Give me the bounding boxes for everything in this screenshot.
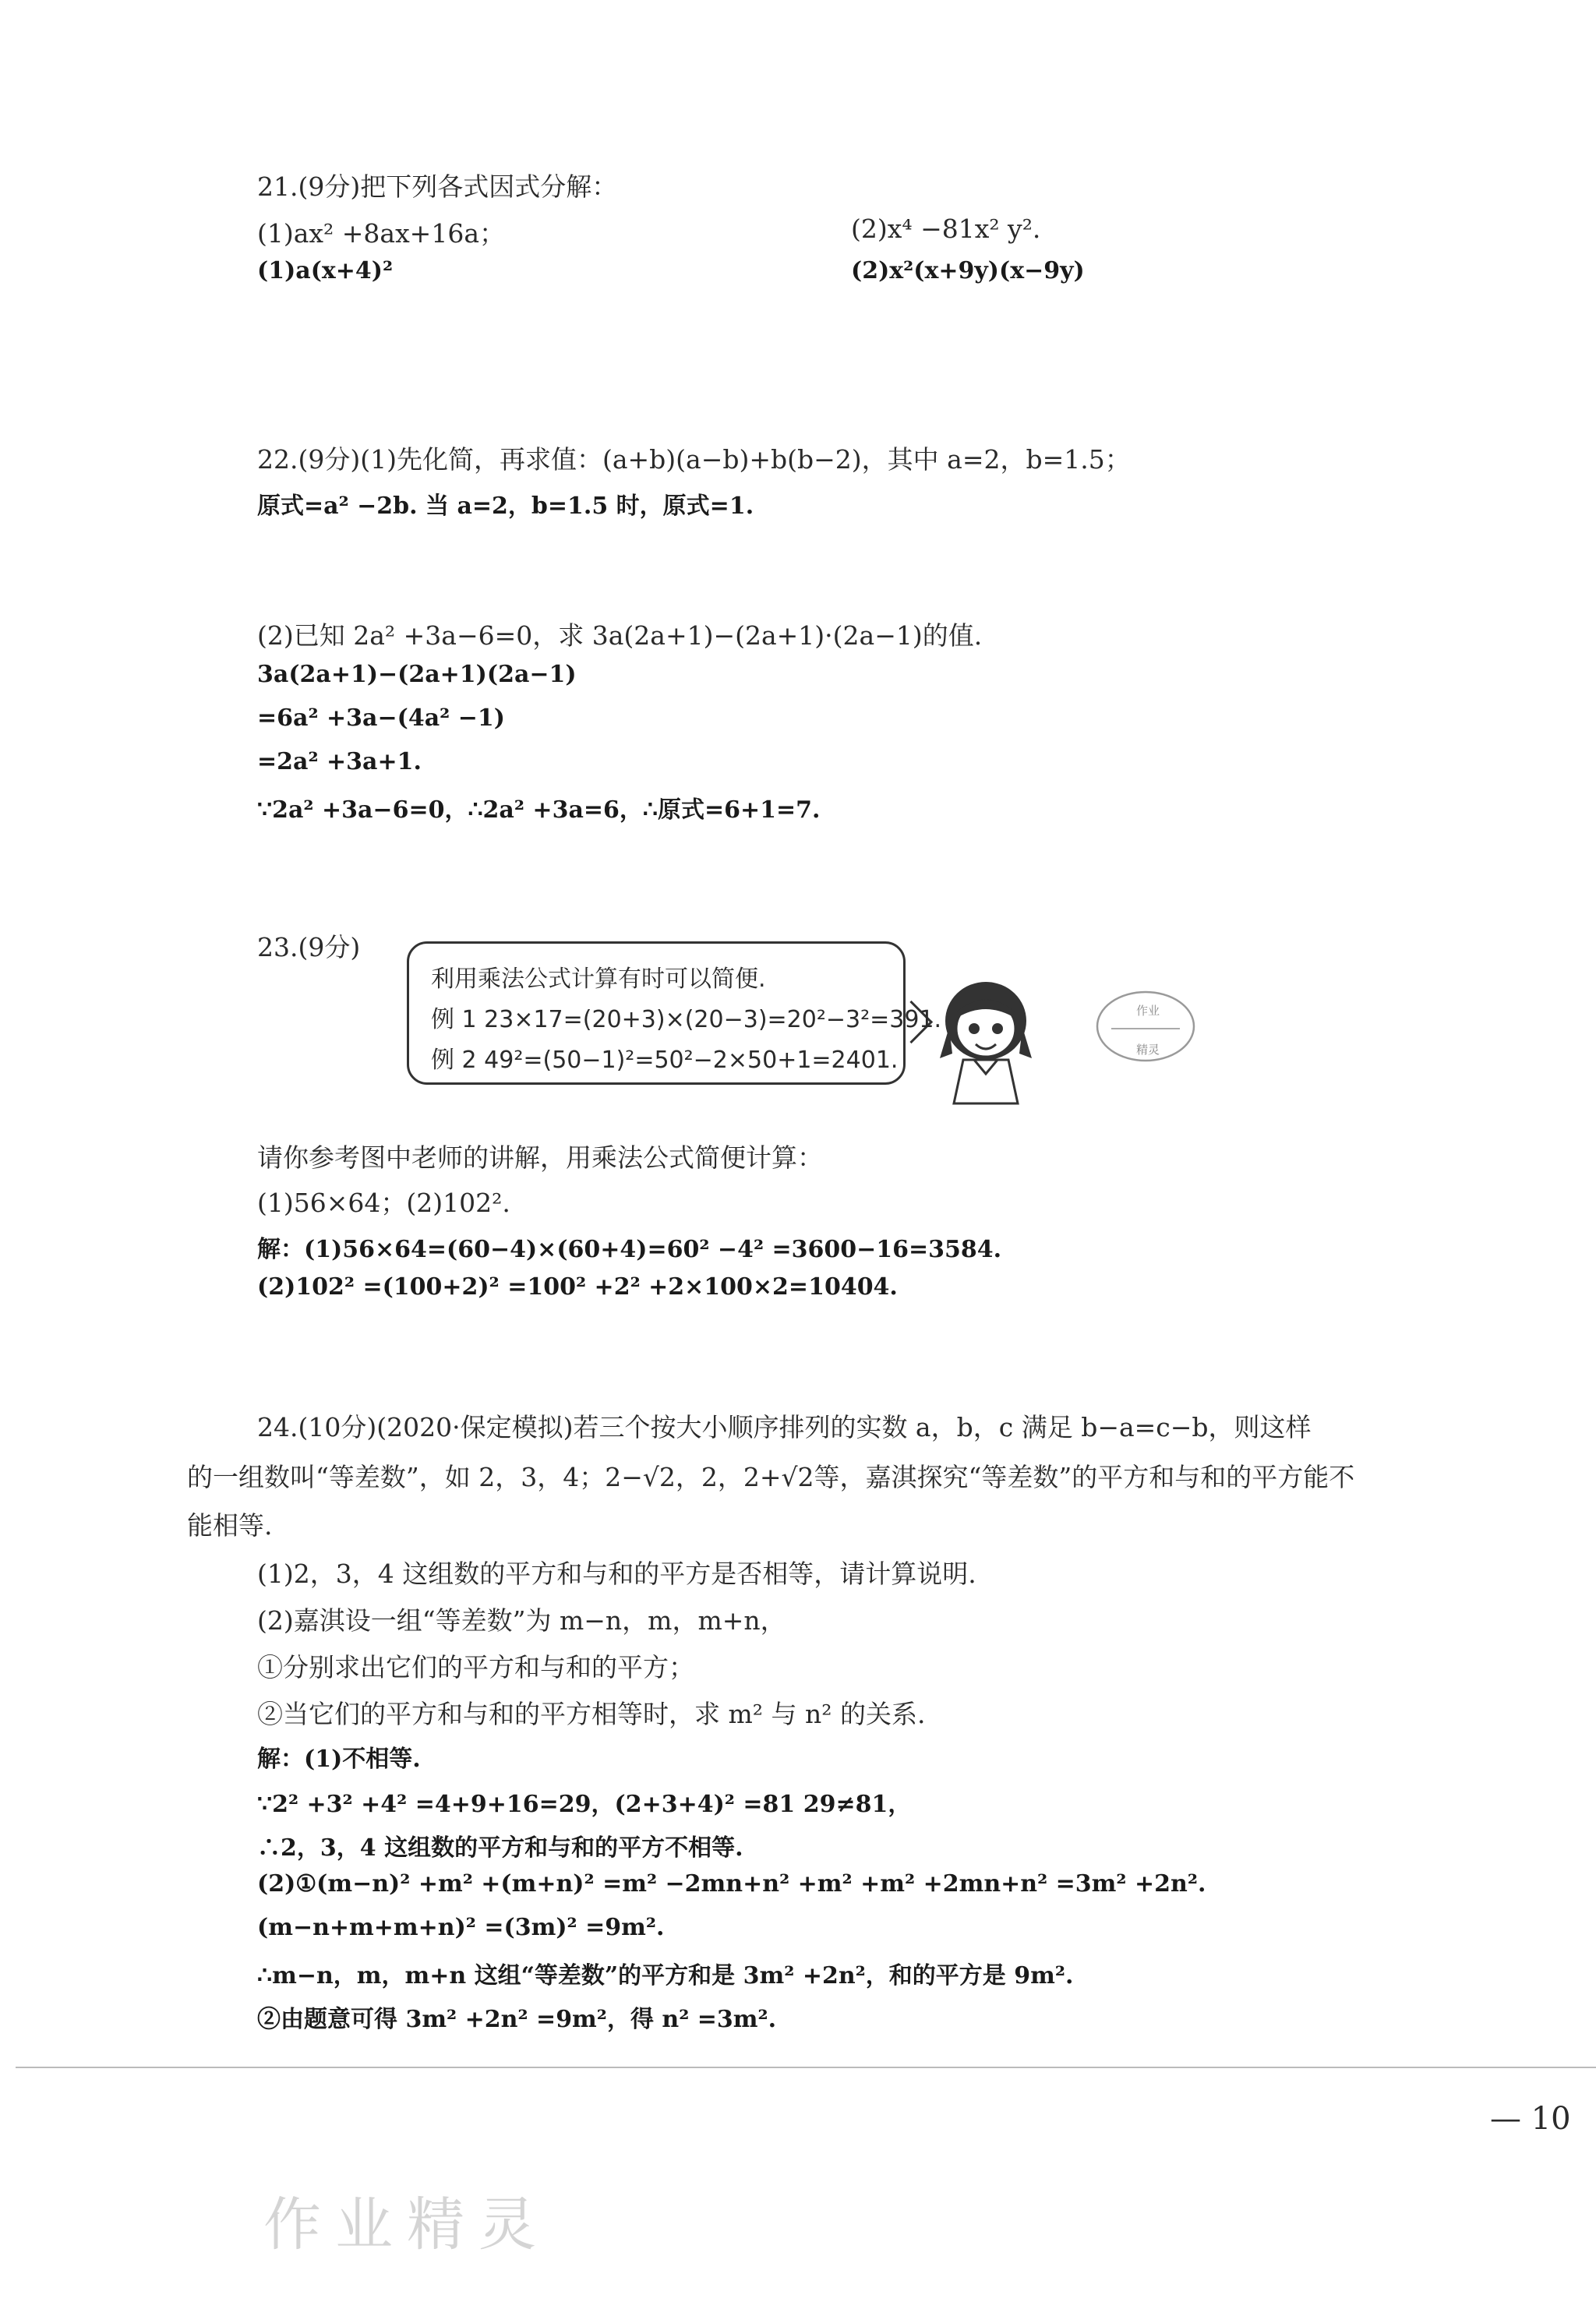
q21-answer1: (1)a(x+4)² <box>257 257 394 284</box>
footer-divider <box>16 2067 1596 2068</box>
q24-line3: 能相等. <box>187 1510 273 1541</box>
q24-line1: 24.(10分)(2020·保定模拟)若三个按大小顺序排列的实数 a，b，c 满足 b−a=c−b，则这样 <box>257 1412 1312 1442</box>
q23-parts: (1)56×64；(2)102². <box>257 1188 510 1218</box>
bubble-line-3: 例 2 49²=(50−1)²=50²−2×50+1=2401. <box>431 1047 899 1074</box>
q24-answer2: ∵2² +3² +4² =4+9+16=29，(2+3+4)² =81 29≠81， <box>257 1791 912 1818</box>
bubble-line-1: 利用乘法公式计算有时可以简便. <box>431 966 766 993</box>
teacher-girl-illustration <box>935 973 1036 1105</box>
q24-answer3: ∴2，3，4 这组数的平方和与和的平方不相等. <box>257 1834 743 1862</box>
bubble-line-2: 例 1 23×17=(20+3)×(20−3)=20²−3²=391. <box>431 1006 942 1033</box>
speech-bubble <box>407 941 942 1085</box>
q24-answer6: ∴m−n，m，m+n 这组“等差数”的平方和是 3m² +2n²，和的平方是 9m². <box>257 1962 1074 1989</box>
q22-step4: ∵2a² +3a−6=0，∴2a² +3a=6，∴原式=6+1=7. <box>257 796 821 824</box>
q23-answer1: 解：(1)56×64=(60−4)×(60+4)=60² −4² =3600−16=3584. <box>257 1236 1002 1263</box>
seal-top-text: 作业 <box>1136 1004 1160 1018</box>
brand-seal-logo <box>1091 983 1200 1069</box>
q22-step1: 3a(2a+1)−(2a+1)(2a−1) <box>257 661 577 688</box>
seal-bottom-text: 精灵 <box>1136 1043 1160 1057</box>
q21-title: 21.(9分)把下列各式因式分解： <box>257 171 618 202</box>
q21-part2: (2)x⁴ −81x² y². <box>851 214 1041 244</box>
q24-answer5: (m−n+m+m+n)² =(3m)² =9m². <box>257 1914 665 1941</box>
q24-part2a: ①分别求出它们的平方和与和的平方； <box>257 1652 694 1682</box>
q24-part2b: ②当它们的平方和与和的平方相等时，求 m² 与 n² 的关系. <box>257 1699 926 1729</box>
seal-icon <box>1091 983 1200 1069</box>
q24-part1: (1)2，3，4 这组数的平方和与和的平方是否相等，请计算说明. <box>257 1559 976 1589</box>
q23-prompt: 请你参考图中老师的讲解，用乘法公式简便计算： <box>257 1142 823 1173</box>
q22-part2: (2)已知 2a² +3a−6=0，求 3a(2a+1)−(2a+1)·(2a−1)的值. <box>257 620 983 651</box>
q24-answer7: ②由题意可得 3m² +2n² =9m²，得 n² =3m². <box>257 2006 777 2033</box>
page-number: — 10 <box>1490 2101 1571 2137</box>
watermark: 作业精灵 <box>263 2191 550 2258</box>
q24-line2: 的一组数叫“等差数”，如 2，3，4；2−√2，2，2+√2等，嘉淇探究“等差数”的平方和与和的平方能不 <box>187 1462 1355 1492</box>
q22-answer1: 原式=a² −2b. 当 a=2，b=1.5 时，原式=1. <box>257 493 754 520</box>
q24-answer4: (2)①(m−n)² +m² +(m+n)² =m² −2mn+n² +m² +m² +2mn+n² =3m² +2n². <box>257 1870 1206 1898</box>
q22-step3: =2a² +3a+1. <box>257 748 422 775</box>
q22-step2: =6a² +3a−(4a² −1) <box>257 704 505 732</box>
q22-part1: 22.(9分)(1)先化简，再求值：(a+b)(a−b)+b(b−2)，其中 a=2，b=1.5； <box>257 444 1131 475</box>
q24-answer1: 解：(1)不相等. <box>257 1746 421 1773</box>
q23-title: 23.(9分) <box>257 932 361 962</box>
q21-answer2: (2)x²(x+9y)(x−9y) <box>851 257 1085 284</box>
q23-answer2: (2)102² =(100+2)² =100² +2² +2×100×2=10404. <box>257 1273 898 1301</box>
q24-part2: (2)嘉淇设一组“等差数”为 m−n，m，m+n， <box>257 1605 786 1636</box>
q21-part1: (1)ax² +8ax+16a； <box>257 218 505 249</box>
